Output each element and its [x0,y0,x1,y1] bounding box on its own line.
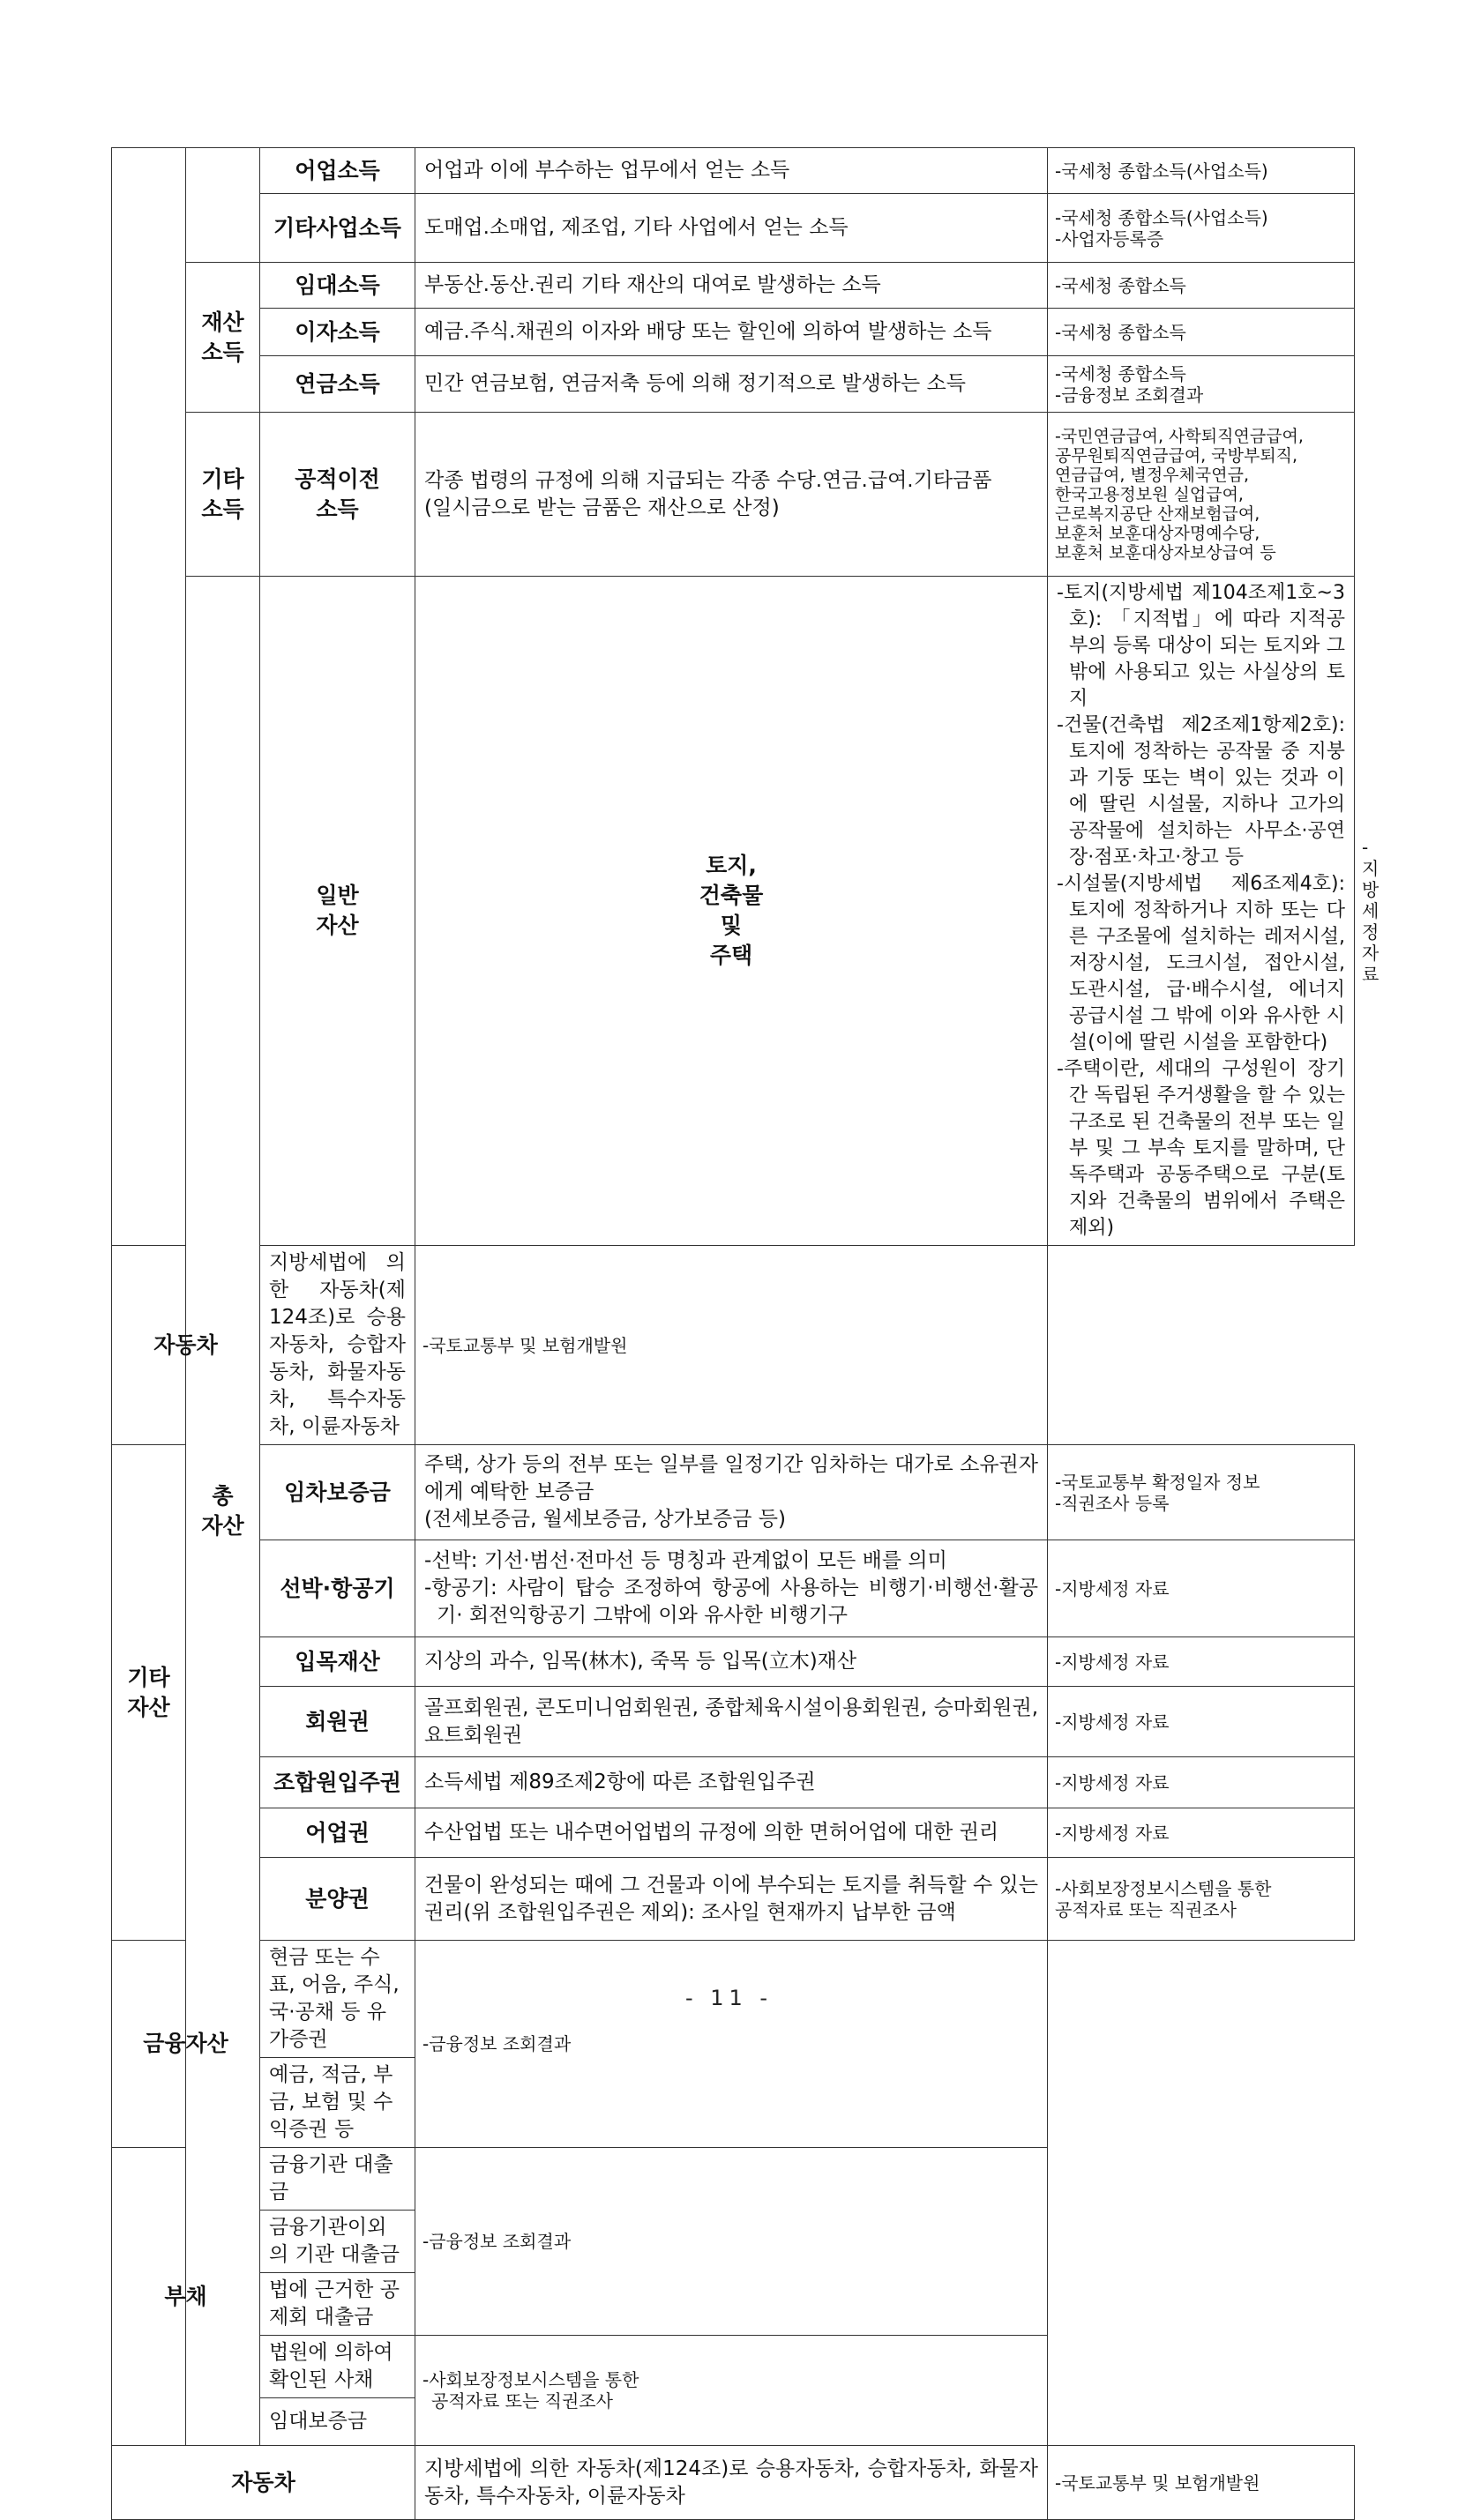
item-description: 어업과 이에 부수하는 업무에서 얻는 소득 [415,148,1048,194]
item-name: 토지, 건축물 및 주택 [415,577,1048,1246]
item-name: 기타사업소득 [260,194,415,263]
item-name: 연금소득 [260,356,415,413]
item-name: 어업소득 [260,148,415,194]
other-income-label: 기타 소득 [186,413,260,577]
other-assets-label: 기타 자산 [112,1445,186,1941]
item-name: 회원권 [260,1687,415,1757]
item-description: 지방세법에 의한 자동차(제124조)로 승용자동차, 승합자동차, 화물자동차, 특수자동차, 이륜자동차 [260,1246,415,1445]
item-description: 소득세법 제89조제2항에 따른 조합원입주권 [415,1757,1048,1808]
item-description: 지상의 과수, 임목(林木), 죽목 등 입목(立木)재산 [415,1637,1048,1687]
item-description: 지방세법에 의한 자동차(제124조)로 승용자동차, 승합자동차, 화물자동차, 특수자동차, 이륜자동차 [415,2446,1048,2520]
item-description: 임대보증금 [260,2398,415,2446]
item-description: 금융기관 대출금 [260,2148,415,2211]
data-source: -지방세정 자료 [1048,1637,1355,1687]
item-description: 골프회원권, 콘도미니엄회원권, 종합체육시설이용회원권, 승마회원권, 요트회원권 [415,1687,1048,1757]
item-description: 예금.주식.채권의 이자와 배당 또는 할인에 의하여 발생하는 소득 [415,309,1048,356]
data-source: -지방세정 자료 [1048,1687,1355,1757]
data-source: -금융정보 조회결과 [415,2148,1048,2336]
item-description: 현금 또는 수표, 어음, 주식, 국·공채 등 유가증권 [260,1941,415,2058]
item-description: 금융기관이외의 기관 대출금 [260,2211,415,2273]
page-number: - 11 - [684,1986,774,2010]
item-name: 조합원입주권 [260,1757,415,1808]
data-source: -지방세정 자료 [1048,1757,1355,1808]
item-name: 자동차 [112,1246,260,1445]
item-name: 선박·항공기 [260,1540,415,1637]
data-source: -국세청 종합소득(사업소득) [1048,148,1355,194]
item-name: 분양권 [260,1858,415,1941]
item-description: 법원에 의하여 확인된 사채 [260,2336,415,2398]
item-name: 이자소득 [260,309,415,356]
data-source: -지방세정 자료 [1048,1540,1355,1637]
item-name: 자동차 [112,2446,415,2520]
item-description: 민간 연금보험, 연금저축 등에 의해 정기적으로 발생하는 소득 [415,356,1048,413]
item-description: 법에 근거한 공제회 대출금 [260,2273,415,2336]
total-assets-label: 총 자산 [186,577,260,2446]
data-source: -국토교통부 확정일자 정보 -직권조사 등록 [1048,1445,1355,1540]
item-description: 주택, 상가 등의 전부 또는 일부를 일정기간 임차하는 대가로 소유권자에게 예탁한 보증금 (전세보증금, 월세보증금, 상가보증금 등) [415,1445,1048,1540]
data-source: -지방세정 자료 [1048,1808,1355,1858]
data-source: -금융정보 조회결과 [415,1941,1048,2148]
data-source: -국세청 종합소득 -금융정보 조회결과 [1048,356,1355,413]
item-description: 건물이 완성되는 때에 그 건물과 이에 부수되는 토지를 취득할 수 있는 권리(위 조합원입주권은 제외): 조사일 현재까지 납부한 금액 [415,1858,1048,1941]
item-description: 부동산.동산.권리 기타 재산의 대여로 발생하는 소득 [415,263,1048,309]
data-source: -사회보장정보시스템을 통한 공적자료 또는 직권조사 [1048,1858,1355,1941]
business-income-cell [186,148,260,263]
criteria-table: 어업소득 어업과 이에 부수하는 업무에서 얻는 소득 -국세청 종합소득(사업소득) 기타사업소득 도매업.소매업, 제조업, 기타 사업에서 얻는 소득 -국세청 종합소득(사업소득) -사업자등록증 재산 소득 임대소득 부동산.동산.권리 기타 재산의 대여로 발생하는 소득 -국세청 종합소득 이자소득 예금.주식.채권의 이자와 배당 또는 할인에 의하여 발생하는 소득 -국세청 종합소득 연금소득 민간 연금보험, 연금저축 등에 의해 정기적으로 발생하는 소득 -국세청 종합소득 -금융정보 조회결과 기타 소득 공적이전 소득 각종 법령의 규정에 의해 지급되는 각종 수당.연금.급여.기타금품 (일시금으로 받는 금품은 재산으로 산정) -국민연금급여, 사학퇴직연금급여, 공무원퇴직연금급여, 국방부퇴직, 연금급여, 별정우체국연금, 한국고용정보원 실업급여, 근로복지공단 산재보험급여, 보훈처 보훈대상자명예수당, 보훈처 보훈대상자보상급여 등 총 자산 일반 자산 토지, 건축물 및 주택 -토지(지방세법 제104조제1호~3호): 「지적법」에 따라 지적공부의 등록 대상이 되는 토지와 그 밖에 사용되고 있는 사실상의 토지 -건물(건축법 제2조제1항제2호): 토지에 정착하는 공작물 중 지붕과 기둥 또는 벽이 있는 것과 이에 딸린 시설물, 지하나 고가의 공작물에 설치하는 사무소·공연장·점포·차고·창고 등 -시설물(지방세법 제6조제4호): 토지에 정착하거나 지하 또는 다른 구조물에 설치하는 레저시설, 저장시설, 도크시설, 접안시설, 도관시설, 급·배수시설, 에너지 공급시설 그 밖에 이와 유사한 시설(이에 딸린 시설을 포함한다) -주택이란, 세대의 구성원이 장기간 독립된 주거생활을 할 수 있는 구조로 된 건축물의 전부 또는 일부 및 그 부속 토지를 말하며, 단독주택과 공동주택으로 구분(토지와 건축물의 범위에서 주택은 제외) -지방세정 자료 자동차 지방세법에 의한 자동차(제124조)로 승용자동차, 승합자동차, 화물자동차, 특수자동차, 이륜자동차 -국토교통부 및 보험개발원 기타 자산 임차보증금 주택, 상가 등의 전부 또는 일부를 일정기간 임차하는 대가로 소유권자에게 예탁한 보증금 (전세보증금, 월세보증금, 상가보증금 등) -국토교통부 확정일자 정보 -직권조사 등록 선박·항공기 -선박: 기선·범선·전마선 등 명칭과 관계없이 모든 배를 의미 -항공기: 사람이 탑승 조정하여 항공에 사용하는 비행기·비행선·활공기· 회전익항공기 그밖에 이와 유사한 비행기구 -지방세정 자료 입목재산 지상의 과수, 임목(林木), 죽목 등 입목(立木)재산 -지방세정 자료 회원권 골프회원권, 콘도미니엄회원권, 종합체육시설이용회원권, 승마회원권, 요트회원권 -지방세정 자료 조합원입주권 소득세법 제89조제2항에 따른 조합원입주권 -지방세정 자료 어업권 수산업법 또는 내수면어업법의 규정에 의한 면허어업에 대한 권리 -지방세정 자료 분양권 건물이 완성되는 때에 그 건물과 이에 부수되는 토지를 취득할 수 있는 권리(위 조합원입주권은 제외): 조사일 현재까지 납부한 금액 -사회보장정보시스템을 통한 공적자료 또는 직권조사 금융자산 현금 또는 수표, 어음, 주식, 국·공채 등 유가증권 -금융정보 조회결과 예금, 적금, 부금, 보험 및 수익증권 등 부채 금융기관 대출금 -금융정보 조회결과 금융기관이외의 기관 대출금 법에 근거한 공제회 대출금 법원에 의하여 확인된 사채 -사회보장정보시스템을 통한 공적자료 또는 직권조사 임대보증금 자동차 지방세법에 의한 자동차(제124조)로 승용자동차, 승합자동차, 화물자동차, 특수자동차, 이륜자동차 -국토교통부 및 보험개발원 [111,147,1355,2520]
item-description: 예금, 적금, 부금, 보험 및 수익증권 등 [260,2058,415,2148]
data-source: -국토교통부 및 보험개발원 [1048,2446,1355,2520]
data-source: -국세청 종합소득 [1048,309,1355,356]
data-source: -국토교통부 및 보험개발원 [415,1246,1048,1445]
item-name: 임대소득 [260,263,415,309]
item-name: 임차보증금 [260,1445,415,1540]
item-name: 금융자산 [112,1941,260,2148]
item-description: 수산업법 또는 내수면어업법의 규정에 의한 면허어업에 대한 권리 [415,1808,1048,1858]
item-description: -토지(지방세법 제104조제1호~3호): 「지적법」에 따라 지적공부의 등록 대상이 되는 토지와 그 밖에 사용되고 있는 사실상의 토지 -건물(건축법 제2조제1항제2호): 토지에 정착하는 공작물 중 지붕과 기둥 또는 벽이 있는 것과 이에 딸린 시설물, 지하나 고가의 공작물에 설치하는 사무소·공연장·점포·차고·창고 등 -시설물(지방세법 제6조제4호): 토지에 정착하거나 지하 또는 다른 구조물에 설치하는 레저시설, 저장시설, 도크시설, 접안시설, 도관시설, 급·배수시설, 에너지 공급시설 그 밖에 이와 유사한 시설(이에 딸린 시설을 포함한다) -주택이란, 세대의 구성원이 장기간 독립된 주거생활을 할 수 있는 구조로 된 건축물의 전부 또는 일부 및 그 부속 토지를 말하며, 단독주택과 공동주택으로 구분(토지와 건축물의 범위에서 주택은 제외) [1048,577,1355,1246]
item-description: 도매업.소매업, 제조업, 기타 사업에서 얻는 소득 [415,194,1048,263]
property-income-label: 재산 소득 [186,263,260,413]
item-description: -선박: 기선·범선·전마선 등 명칭과 관계없이 모든 배를 의미 -항공기: 사람이 탑승 조정하여 항공에 사용하는 비행기·비행선·활공기· 회전익항공기 그밖에 이와 유사한 비행기구 [415,1540,1048,1637]
item-name: 어업권 [260,1808,415,1858]
income-group-cell [112,148,186,1246]
item-description: 각종 법령의 규정에 의해 지급되는 각종 수당.연금.급여.기타금품 (일시금으로 받는 금품은 재산으로 산정) [415,413,1048,577]
data-source: -국세청 종합소득 [1048,263,1355,309]
item-name: 부채 [112,2148,260,2446]
data-source: -사회보장정보시스템을 통한 공적자료 또는 직권조사 [415,2336,1048,2446]
item-name: 입목재산 [260,1637,415,1687]
data-source: -국세청 종합소득(사업소득) -사업자등록증 [1048,194,1355,263]
data-source: -국민연금급여, 사학퇴직연금급여, 공무원퇴직연금급여, 국방부퇴직, 연금급여, 별정우체국연금, 한국고용정보원 실업급여, 근로복지공단 산재보험급여, 보훈처 보훈대상자명예수당, 보훈처 보훈대상자보상급여 등 [1048,413,1355,577]
item-name: 공적이전 소득 [260,413,415,577]
general-assets-label: 일반 자산 [260,577,415,1246]
